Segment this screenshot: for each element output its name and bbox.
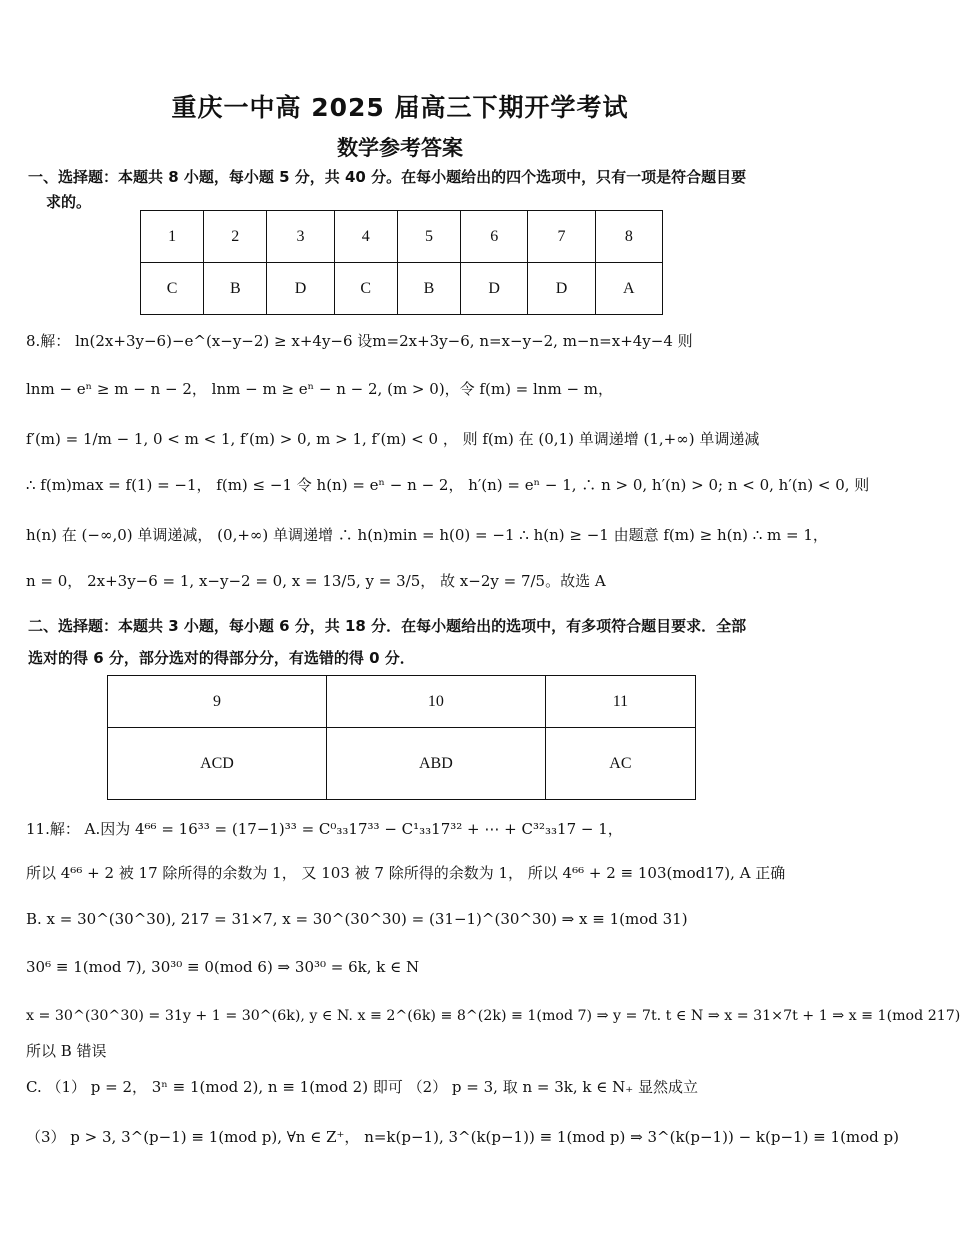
table1-answer: D — [528, 263, 595, 315]
table2-answer: ABD — [326, 728, 545, 800]
table1-number: 1 — [141, 211, 204, 263]
q11-line-2: 所以 4⁶⁶ + 2 被 17 除所得的余数为 1， 又 103 被 7 除所得的余数为 1， 所以 4⁶⁶ + 2 ≡ 103(mod17), A 正确 — [26, 864, 786, 882]
answer-table-2 — [107, 675, 696, 800]
table1-number: 4 — [334, 211, 397, 263]
q8-line-2: lnm − eⁿ ≥ m − n − 2， lnm − m ≥ eⁿ − n − 2, (m > 0)，令 f(m) = lnm − m， — [26, 380, 614, 398]
answer-table-2-answer-row — [108, 728, 696, 800]
table2-number: 9 — [108, 676, 327, 728]
table2-answer: ACD — [108, 728, 327, 800]
q8-line-5: h(n) 在 (−∞,0) 单调递减， (0,+∞) 单调递增 ∴ h(n)min = h(0) = −1 ∴ h(n) ≥ −1 由题意 f(m) ≥ h(n) ∴ m = 1， — [26, 526, 828, 544]
table1-answer: D — [461, 263, 528, 315]
table1-number: 5 — [397, 211, 460, 263]
q8-line-4: ∴ f(m)max = f(1) = −1， f(m) ≤ −1 令 h(n) = eⁿ − n − 2， h′(n) = eⁿ − 1, ∴ n > 0, h′(n) > 0; n < 0, h′(n) < 0, 则 — [26, 476, 870, 494]
table2-number: 11 — [545, 676, 695, 728]
q8-line-1: 8.解： ln(2x+3y−6)−e^(x−y−2) ≥ x+4y−6 设m=2x+3y−6, n=x−y−2, m−n=x+4y−4 则 — [26, 332, 693, 350]
q11-line-5: x = 30^(30^30) = 31y + 1 = 30^(6k), y ∈ N. x ≡ 2^(6k) ≡ 8^(2k) ≡ 1(mod 7) ⇒ y = 7t. t ∈ N ⇒ x = 31×7t + 1 ⇒ x ≡ 1(mod 217) — [26, 1008, 960, 1024]
section1-heading-line2: 求的。 — [46, 193, 92, 211]
table2-answer: AC — [545, 728, 695, 800]
answer-table-1-number-row — [141, 211, 663, 263]
answer-table-2-number-row — [108, 676, 696, 728]
table1-answer: C — [334, 263, 397, 315]
q11-line-3: B. x = 30^(30^30), 217 = 31×7, x = 30^(30^30) = (31−1)^(30^30) ⇒ x ≡ 1(mod 31) — [26, 910, 688, 928]
table1-answer: A — [595, 263, 662, 315]
table1-answer: C — [141, 263, 204, 315]
table1-number: 7 — [528, 211, 595, 263]
table2-number: 10 — [326, 676, 545, 728]
q11-line-4: 30⁶ ≡ 1(mod 7), 30³⁰ ≡ 0(mod 6) ⇒ 30³⁰ = 6k, k ∈ N — [26, 958, 420, 976]
section2-heading-line2: 选对的得 6 分，部分选对的得部分分，有选错的得 0 分． — [28, 649, 415, 667]
q11-line-8: （3） p > 3, 3^(p−1) ≡ 1(mod p), ∀n ∈ Z⁺， n=k(p−1), 3^(k(p−1)) ≡ 1(mod p) ⇒ 3^(k(p−1)) − k(p−1) ≡ 1(mod p) — [26, 1128, 899, 1146]
table1-answer: B — [397, 263, 460, 315]
table1-number: 6 — [461, 211, 528, 263]
table1-number: 2 — [204, 211, 267, 263]
table1-answer: D — [267, 263, 334, 315]
q8-line-6: n = 0， 2x+3y−6 = 1, x−y−2 = 0, x = 13/5, y = 3/5， 故 x−2y = 7/5。故选 A — [26, 572, 606, 590]
answer-table-1 — [140, 210, 663, 315]
table1-number: 3 — [267, 211, 334, 263]
q11-line-1: 11.解： A.因为 4⁶⁶ = 16³³ = (17−1)³³ = C⁰₃₃17³³ − C¹₃₃17³² + ⋯ + C³²₃₃17 − 1， — [26, 820, 623, 838]
table1-answer: B — [204, 263, 267, 315]
q8-line-3: f′(m) = 1/m − 1, 0 < m < 1, f′(m) > 0, m > 1, f′(m) < 0 ， 则 f(m) 在 (0,1) 单调递增 (1,+∞) 单调递减 — [26, 430, 760, 448]
q11-line-6: 所以 B 错误 — [26, 1042, 107, 1060]
page-subtitle: 数学参考答案 — [337, 136, 463, 160]
answer-table-1-answer-row — [141, 263, 663, 315]
table1-number: 8 — [595, 211, 662, 263]
page-title: 重庆一中高 2025 届高三下期开学考试 — [171, 93, 629, 122]
section2-heading-line1: 二、选择题：本题共 3 小题，每小题 6 分，共 18 分．在每小题给出的选项中，有多项符合题目要求．全部 — [28, 617, 747, 635]
section1-heading-line1: 一、选择题：本题共 8 小题，每小题 5 分，共 40 分。在每小题给出的四个选项中，只有一项是符合题目要 — [28, 168, 747, 186]
q11-line-7: C. （1） p = 2， 3ⁿ ≡ 1(mod 2), n ≡ 1(mod 2) 即可 （2） p = 3, 取 n = 3k, k ∈ N₊ 显然成立 — [26, 1078, 698, 1096]
